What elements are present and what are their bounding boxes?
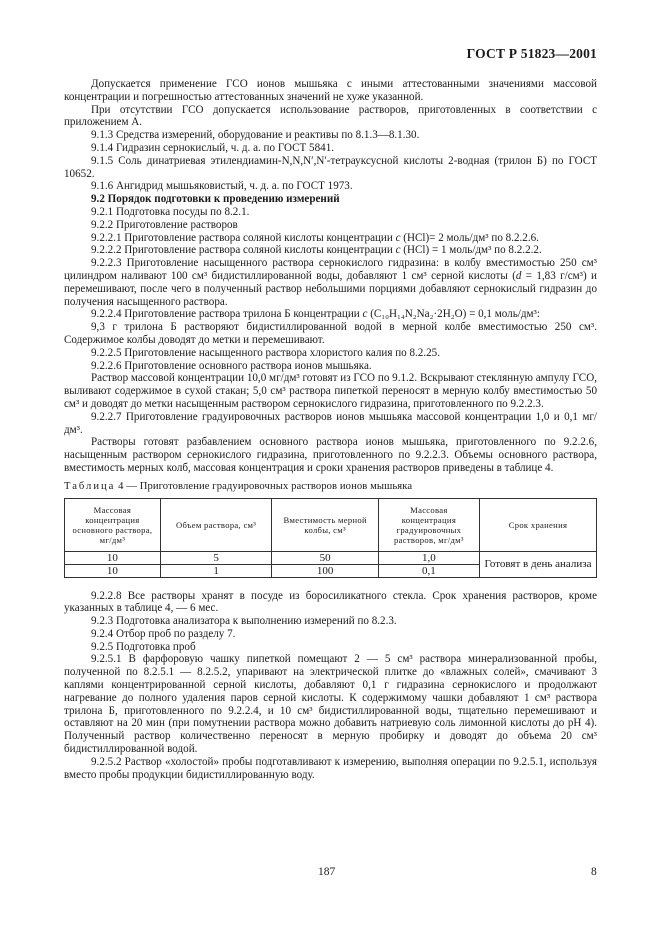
paragraph <box>64 257 597 308</box>
symbol-c: c <box>395 244 401 257</box>
paragraph: 9.2.5.1 В фарфоровую чашку пипеткой помещают 2 — 5 см³ раствора минерализованной пробы, полученной по 8.2.5.1 — 8.2.5.2, упаривают на электрической плитке до «влажных солей», смачивают 3 каплями концентрированной серной кислоты, добавляют 0,1 г гидразина сернокислого и продолжают нагревание до полного удаления паров серной кислоты. К содержимому чашки добавляют 1 см³ раствора трилона Б, приготовленного по 9.2.2.4, и 10 см³ бидистиллированной воды, тщательно перемешивают и оставляют на 20 мин (при помутнении раствора можно добавить натриевую соль лимонной кислоты до pH 4). Полученный раствор количественно переносят в мерную пробирку и доводят до объема 20 см³ бидистиллированной водой. <box>64 653 597 756</box>
table-cell: 10 <box>65 551 161 564</box>
symbol-c: c <box>395 231 401 244</box>
paragraph: 9.2.4 Отбор проб по разделу 7. <box>91 627 236 640</box>
paragraph: 9.2.5 Подготовка проб <box>91 640 196 653</box>
table-cell: 1,0 <box>378 551 479 564</box>
paragraph: 9.1.6 Ангидрид мышьяковистый, ч. д. а. по ГОСТ 1973. <box>91 180 353 193</box>
paragraph: 9.1.4 Гидразин сернокислый, ч. д. а. по ГОСТ 5841. <box>91 141 335 154</box>
column-header: Массовая концентрация градуировочных растворов, мг/дм³ <box>378 498 479 551</box>
table-header-row <box>65 498 597 551</box>
paragraph: 9.2.2.8 Все растворы хранят в посуде из боросиликатного стекла. Срок хранения растворов, кроме указанных в таблице 4, — 6 мес. <box>64 589 597 615</box>
text-run: (C₁₀H₁₄N₂Na₂·2H₂O) = 0,1 моль/дм³: <box>367 308 540 321</box>
paragraph: 9.1.5 Соль динатриевая этилендиамин-N,N,N′,N′-тетрауксусной кислоты 2-водная (трилон Б) по ГОСТ 10652. <box>64 154 597 180</box>
column-header: Вместимость мерной колбы, см³ <box>272 498 378 551</box>
text-run: 9.2.2.1 Приготовление раствора соляной кислоты концентрации <box>91 231 396 244</box>
storage-cell: Готовят в день анализа <box>479 551 596 577</box>
text-run: 9.2.2.4 Приготовление раствора трилона Б концентрации <box>91 308 363 321</box>
table-cell: 0,1 <box>378 564 479 577</box>
paragraph: 9.2.2.7 Приготовление градуировочных растворов ионов мышьяка массовой концентрации 1,0 и 0,1 мг/дм³. <box>64 410 597 436</box>
table-caption <box>64 481 597 494</box>
section-heading-text: 9.2 Порядок подготовки к проведению измерений <box>91 193 340 206</box>
table-cell: 100 <box>272 564 378 577</box>
paragraph <box>64 244 597 257</box>
table-cell: 10 <box>65 564 161 577</box>
paragraph: 9.2.2.6 Приготовление основного раствора ионов мышьяка. <box>91 359 372 372</box>
paragraph <box>64 308 597 321</box>
paragraph: Раствор массовой концентрации 10,0 мг/дм³ готовят из ГСО по 9.1.2. Вскрывают стеклянную ампулу ГСО, выливают содержимое в сухой стакан; 5,0 см³ раствора пипеткой переносят в мерную колбу вместимостью 50 см³ и доводят до метки насыщенным раствором сернокислого гидразина, приготовленного по 9.2.2.3. <box>64 372 597 410</box>
text-run: 9.2.2.3 Приготовление насыщенного раствора сернокислого гидразина: в колбу вместимостью 250 см³ цилиндром наливают 100 см³ бидистиллированной воды, добавляют 1 см³ серной кислоты ( <box>64 257 597 282</box>
table-row <box>65 551 597 564</box>
page-number: 187 <box>318 866 336 878</box>
column-header: Массовая концентрация основного раствора, мг/дм³ <box>65 498 161 551</box>
paragraph: При отсутствии ГСО допускается использование растворов, приготовленных в соответствии с приложением А. <box>64 103 597 129</box>
document-code-header: ГОСТ Р 51823—2001 <box>466 46 597 61</box>
table-caption-text: 4 — Приготовление градуировочных растворов ионов мышьяка <box>115 480 413 492</box>
paragraph: 9.2.5.2 Раствор «холостой» пробы подготавливают к измерению, выполняя операции по 9.2.5.1, используя вместо пробы продукции бидистиллированную воду. <box>64 755 597 781</box>
post-table-section <box>64 590 597 782</box>
section-heading <box>64 193 597 206</box>
text-run: 9.2.2.2 Приготовление раствора соляной кислоты концентрации <box>91 244 396 257</box>
column-header: Срок хранения <box>479 498 596 551</box>
symbol-d: d <box>515 269 522 282</box>
paragraph: 9.2.2 Приготовление растворов <box>91 218 238 231</box>
paragraph: Допускается применение ГСО ионов мышьяка с иными аттестованными значениями массовой концентрации и погрешностью аттестованных значений не хуже указанной. <box>64 78 597 103</box>
column-header: Объем раствора, см³ <box>160 498 272 551</box>
document-body <box>64 78 597 781</box>
table-cell: 50 <box>272 551 378 564</box>
table-cell: 5 <box>160 551 272 564</box>
table-cell: 1 <box>160 564 272 577</box>
table-caption-label: Таблица <box>64 480 116 492</box>
paragraph <box>64 232 597 245</box>
paragraph: 9.2.2.5 Приготовление насыщенного раствора хлористого калия по 8.2.25. <box>91 346 440 359</box>
text-run: (HCl)= 2 моль/дм³ по 8.2.2.6. <box>400 231 539 244</box>
paragraph: 9.1.3 Средства измерений, оборудование и реактивы по 8.1.3—8.1.30. <box>91 129 420 142</box>
paragraph: 9.2.3 Подготовка анализатора к выполнению измерений по 8.2.3. <box>91 615 397 628</box>
paragraph: 9.2.1 Подготовка посуды по 8.2.1. <box>91 205 250 218</box>
paragraph: 9,3 г трилона Б растворяют бидистиллированной водой в мерной колбе вместимостью 250 см³. Содержимое колбы доводят до метки и перемешивают. <box>64 321 597 346</box>
text-run: = 1,83 г/см³) и перемешивают, после чего в полученный раствор небольшими порциями добавляют сернокислый гидразин до получения насыщенного раствора. <box>64 269 597 308</box>
paragraph: Растворы готовят разбавлением основного раствора ионов мышьяка, приготовленного по 9.2.2.6, насыщенным раствором сернокислого гидразина, приготовленного по 9.2.2.3. Объемы основного раствора, вместимость мерных колб, массовая концентрация и сроки хранения растворов приведены в таблице 4. <box>64 436 597 474</box>
sheet-number: 8 <box>591 866 597 878</box>
symbol-c: c <box>362 308 368 321</box>
text-run: (HCl) = 1 моль/дм³ по 8.2.2.2. <box>400 244 542 257</box>
calibration-table <box>64 498 597 578</box>
